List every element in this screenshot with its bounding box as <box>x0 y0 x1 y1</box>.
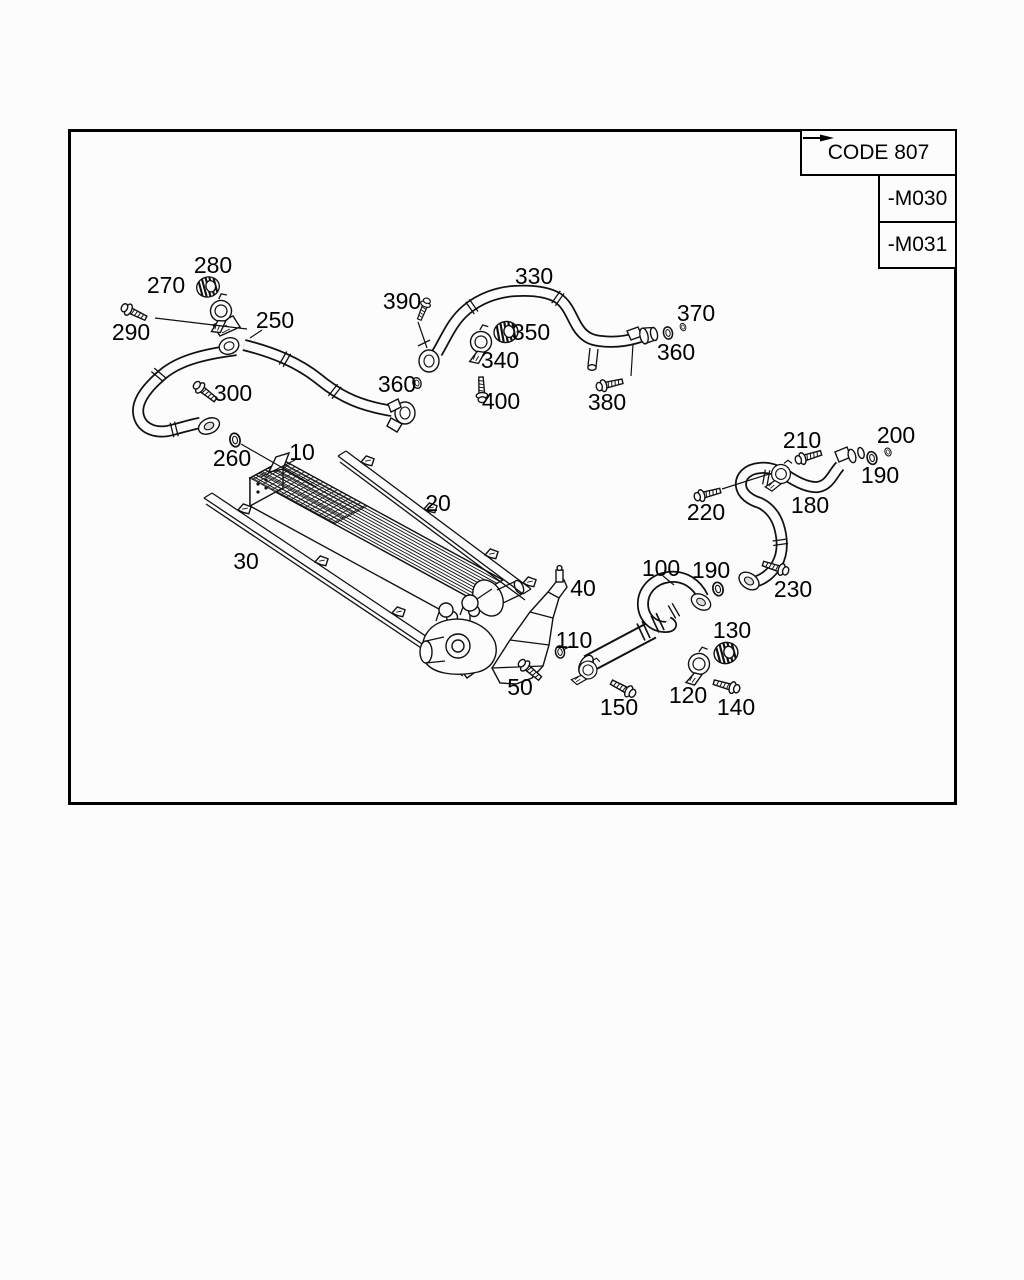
callout-10: 10 <box>289 439 315 465</box>
code-box-label: CODE 807 <box>827 140 930 164</box>
callout-230: 230 <box>773 576 813 602</box>
variant-box-m031 <box>878 223 957 269</box>
callout-110: 110 <box>555 627 593 653</box>
code-arrow-icon <box>802 131 834 145</box>
variant-box-m031-label: -M031 <box>887 233 948 256</box>
bolt-140 <box>712 676 741 695</box>
radiator-core <box>250 453 526 626</box>
callout-250: 250 <box>255 307 295 333</box>
callout-220: 220 <box>686 499 726 525</box>
code-box <box>800 129 957 176</box>
callout-380: 380 <box>587 389 627 415</box>
callout-30: 30 <box>233 548 259 574</box>
callout-330: 330 <box>514 263 554 289</box>
oring-190-mid <box>711 581 724 597</box>
oring-360-right <box>662 326 673 340</box>
callout-20: 20 <box>425 490 451 516</box>
callout-360: 360 <box>377 371 417 397</box>
drawing-frame <box>70 131 956 804</box>
callout-130: 130 <box>712 617 752 643</box>
callout-350: 350 <box>511 319 551 345</box>
callout-400: 400 <box>481 388 521 414</box>
coolant-hose-250 <box>138 316 415 437</box>
clamp-120 <box>680 646 713 686</box>
callout-210: 210 <box>782 427 822 453</box>
variant-box-m030 <box>878 176 957 223</box>
callout-180: 180 <box>790 492 830 518</box>
callout-140: 140 <box>716 694 756 720</box>
callout-360: 360 <box>656 339 696 365</box>
coolant-hose-180 <box>736 447 866 594</box>
callout-280: 280 <box>193 252 233 278</box>
callout-120: 120 <box>668 682 708 708</box>
callout-200: 200 <box>876 422 916 448</box>
callout-190: 190 <box>860 462 900 488</box>
callout-190: 190 <box>691 557 731 583</box>
callout-340: 340 <box>480 347 520 373</box>
callout-150: 150 <box>599 694 639 720</box>
callout-260: 260 <box>212 445 252 471</box>
callout-390: 390 <box>382 288 422 314</box>
callout-300: 300 <box>213 380 253 406</box>
callout-40: 40 <box>570 575 596 601</box>
grommet-280 <box>194 274 221 299</box>
callout-370: 370 <box>676 300 716 326</box>
callout-270: 270 <box>146 272 186 298</box>
callout-100: 100 <box>641 555 681 581</box>
ring-200 <box>884 447 892 457</box>
callout-50: 50 <box>507 674 533 700</box>
callout-290: 290 <box>111 319 151 345</box>
variant-box-m030-label: -M030 <box>887 186 948 210</box>
grommet-130 <box>712 640 741 666</box>
